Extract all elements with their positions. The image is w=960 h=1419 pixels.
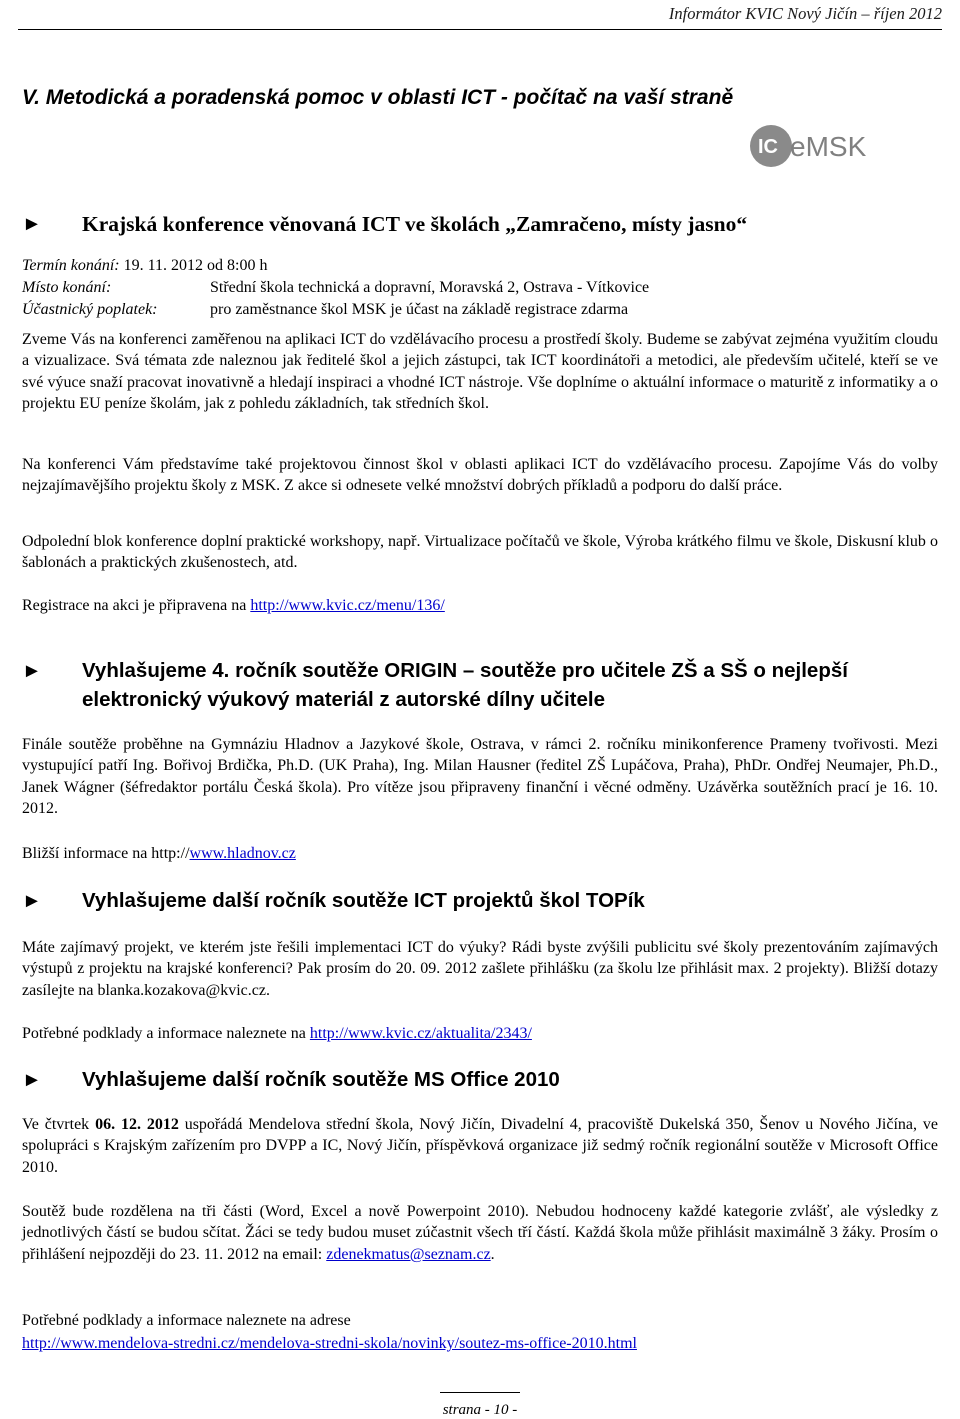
fee-label: Účastnický poplatek: (22, 301, 158, 318)
email-after: . (490, 1245, 495, 1263)
mendelova-link[interactable]: http://www.mendelova-stredni.cz/mendelova-stredni-skola/novinky/soutez-ms-office-2010.html (22, 1335, 637, 1352)
conference-heading: Krajská konference věnovaná ICT ve školách „Zamračeno, místy jasno“ (82, 212, 748, 236)
fee-value: pro zaměstnance škol MSK je účast na základě registrace zdarma (210, 301, 629, 318)
msoffice-p1-rest: uspořádá Mendelova střední škola, Nový Jičín, Divadelní 4, pracoviště Dukelská 350, Šenov u Nového Jičína, ve spolupráci s Krajským zařízením pro DVPP a IC, Nový Jičín, příspěvková organizace již sedmý ročník regionální soutěže v Microsoft Office 2010. (22, 1116, 938, 1176)
topik-info-text: Potřebné podklady a informace naleznete na (22, 1025, 310, 1042)
msoffice-p1-prefix: Ve čtvrtek (22, 1116, 96, 1133)
conference-place-row (22, 279, 649, 297)
topik-info-line (22, 1025, 532, 1043)
msoffice-heading: Vyhlašujeme další ročník soutěže MS Office 2010 (82, 1068, 560, 1091)
page-header (0, 0, 960, 34)
registration-text: Registrace na akci je připravena na (22, 597, 251, 614)
conference-paragraph-1: Zveme Vás na konferenci zaměřenou na aplikaci ICT do vzdělávacího procesu a prostředí školy. Budeme se zabývat zejména využitím cloudu a vizualizace. Svá témata zde naleznou jak ředitelé škol a jejich zástupci, tak ICT koordinátoři a metodici, ale především učitelé, kteří se ve své výuce snaží pracovat inovativně a hledají inspiraci a vhodné ICT nástroje. Vše doplníme o aktuální informace o maturitě z informatiky a o projektu EU peníze školám, jak z pohledu základních, tak středních škol. (22, 331, 938, 412)
bullet-arrow-icon: ► (22, 1069, 42, 1091)
conference-date-row (22, 257, 268, 275)
icemsk-logo (748, 123, 870, 169)
msoffice-info-line: Potřebné podklady a informace naleznete na adrese (22, 1312, 351, 1329)
origin-paragraph: Finále soutěže proběhne na Gymnáziu Hladnov a Jazykové škole, Ostrava, v rámci 2. ročníku minikonference Prameny tvořivosti. Mezi vystupující patří Ing. Bořivoj Brdička, Ph.D. (UK Praha), Ing. Milan Hausner (ředitel ZŠ Lupáčova, Praha), PhDr. Ondřej Neumajer, Ph.D., Janek Wágner (šéfredaktor portálu Česká škola). Pro vítěze jsou připraveny finanční i věcné odměny. Uzávěrka soutěžních prací je 16. 10. 2012. (22, 736, 938, 817)
topik-heading: Vyhlašujeme další ročník soutěže ICT projektů škol TOPík (82, 889, 645, 912)
email-link[interactable]: zdenekmatus@seznam.cz (326, 1245, 491, 1263)
place-value: Střední škola technická a dopravní, Moravská 2, Ostrava - Vítkovice (210, 279, 650, 296)
msoffice-p2-text: Soutěž bude rozdělena na tři části (Word, Excel a nově Powerpoint 2010). Nebudou hodnoceny každé kategorie zvlášť, ale výsledky z jednotlivých částí se budou sčítat. Žáci se tedy budou muset zúčastnit všech tří částí. Každá škola může přihlásit maximálně 3 žáky. Prosím o přihlášení nejpozději do 23. 11. 2012 na email: (22, 1203, 938, 1263)
conference-paragraph-3: Odpolední blok konference doplní praktické workshopy, např. Virtualizace počítačů ve škole, Výroba krátkého filmu ve škole, Diskusní klub o šablonách a praktických zkušenostech, atd. (22, 533, 938, 572)
hladnov-link[interactable]: www.hladnov.cz (189, 845, 296, 862)
header-divider (18, 29, 942, 30)
msoffice-link-line (22, 1335, 637, 1353)
date-label: Termín konání: (22, 257, 120, 274)
registration-line (22, 597, 445, 615)
origin-heading-line-2: elektronický výukový materiál z autorské dílny učitele (82, 688, 605, 711)
kvic-aktualita-link[interactable]: http://www.kvic.cz/aktualita/2343/ (309, 1025, 532, 1042)
msoffice-paragraph-2 (22, 1201, 938, 1265)
msoffice-date: 06. 12. 2012 (95, 1116, 179, 1133)
logo-text-emsk: eMSK (790, 131, 867, 162)
registration-link[interactable]: http://www.kvic.cz/menu/136/ (250, 597, 445, 614)
place-label: Místo konání: (22, 279, 112, 296)
topik-paragraph: Máte zajímavý projekt, ve kterém jste řešili implementaci ICT do výuky? Rádi byste zvýšili publicitu své školy prezentováním zajímavých výstupů z projektu na krajské konferenci? Pak prosím do 20. 09. 2012 zašlete přihlášku (za školu lze přihlásit max. 2 projekty). Bližší dotazy zasílejte na blanka.kozakova@kvic.cz. (22, 939, 938, 999)
section-title: V. Metodická a poradenská pomoc v oblasti ICT - počítač na vaší straně (22, 86, 734, 109)
header-title: Informátor KVIC Nový Jičín – říjen 2012 (668, 4, 942, 23)
origin-info-text: Bližší informace na http:// (22, 845, 190, 862)
date-value: 19. 11. 2012 od 8:00 h (123, 257, 268, 274)
bullet-arrow-icon: ► (22, 213, 42, 235)
page-number: strana - 10 - (442, 1402, 518, 1418)
logo-text-ic: IC (758, 136, 778, 158)
bullet-arrow-icon: ► (22, 890, 42, 912)
origin-heading-line-1: Vyhlašujeme 4. ročník soutěže ORIGIN – soutěže pro učitele ZŠ a SŠ o nejlepší (82, 659, 848, 682)
conference-fee-row (22, 301, 628, 319)
bullet-arrow-icon: ► (22, 660, 42, 682)
conference-paragraph-2: Na konferenci Vám představíme také projektovou činnost škol v oblasti aplikaci ICT do vzdělávacího procesu. Zapojíme Vás do volby nejzajímavějšího projektu školy z MSK. Z akce si odnesete velké množství dobrých příkladů a podporu do další práce. (22, 456, 938, 495)
footer-divider (440, 1392, 520, 1393)
origin-info-line (22, 845, 296, 863)
msoffice-paragraph-1 (22, 1114, 938, 1178)
